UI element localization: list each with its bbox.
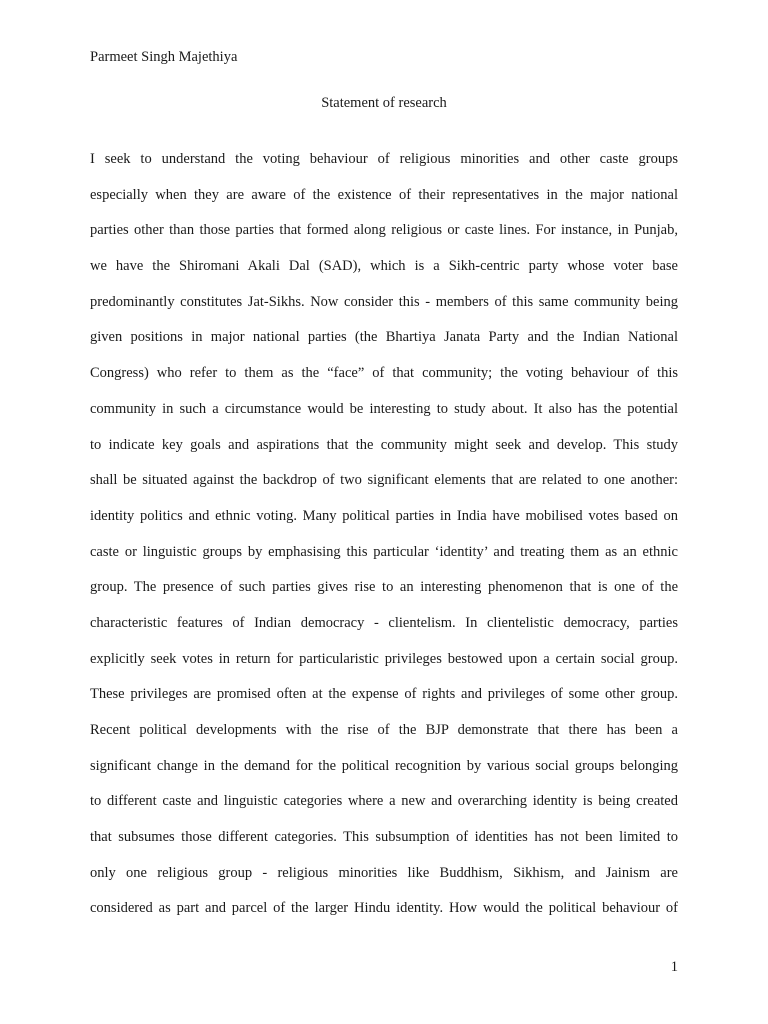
text-line: Recent political developments with the rise of the BJP demonstrate that there has been a xyxy=(90,722,678,738)
text-line: community in such a circumstance would be interesting to study about. It also has the potential xyxy=(90,400,678,417)
body-paragraph xyxy=(90,149,678,934)
text-line: These privileges are promised often at the expense of rights and privileges of some other group. xyxy=(90,686,678,703)
text-line: significant change in the demand for the political recognition by various social groups belonging xyxy=(90,757,678,774)
text-line: to different caste and linguistic categories where a new and overarching identity is being created xyxy=(90,793,678,810)
text-line: parties other than those parties that formed along religious or caste lines. For instance, in Punjab, xyxy=(90,222,678,239)
page-number: 1 xyxy=(670,959,678,975)
text-line: to indicate key goals and aspirations that the community might seek and develop. This study xyxy=(90,436,678,453)
document-title: Statement of research xyxy=(321,95,447,111)
text-line: caste or linguistic groups by emphasising this particular ‘identity’ and treating them as an ethnic xyxy=(90,543,678,560)
text-line: shall be situated against the backdrop of two significant elements that are related to one another: xyxy=(90,472,678,489)
text-line: considered as part and parcel of the larger Hindu identity. How would the political behaviour of xyxy=(90,900,678,917)
text-line: Congress) who refer to them as the “face” of that community; the voting behaviour of this xyxy=(90,365,678,382)
author-name: Parmeet Singh Majethiya xyxy=(90,49,238,65)
text-line: given positions in major national parties (the Bhartiya Janata Party and the Indian National xyxy=(90,329,678,346)
text-line: identity politics and ethnic voting. Many political parties in India have mobilised votes based on xyxy=(90,507,678,524)
text-line: group. The presence of such parties gives rise to an interesting phenomenon that is one of the xyxy=(90,579,678,596)
text-line: we have the Shiromani Akali Dal (SAD), which is a Sikh-centric party whose voter base xyxy=(90,258,678,275)
text-line: explicitly seek votes in return for particularistic privileges bestowed upon a certain social group. xyxy=(90,650,678,667)
text-line: I seek to understand the voting behaviour of religious minorities and other caste groups xyxy=(90,151,678,167)
text-line: especially when they are aware of the existence of their representatives in the major national xyxy=(90,186,678,203)
text-line: characteristic features of Indian democracy - clientelism. In clientelistic democracy, parties xyxy=(90,614,678,631)
text-line: that subsumes those different categories. This subsumption of identities has not been limited to xyxy=(90,829,678,846)
text-line: only one religious group - religious minorities like Buddhism, Sikhism, and Jainism are xyxy=(90,864,678,881)
text-line: predominantly constitutes Jat-Sikhs. Now consider this - members of this same community being xyxy=(90,293,678,310)
